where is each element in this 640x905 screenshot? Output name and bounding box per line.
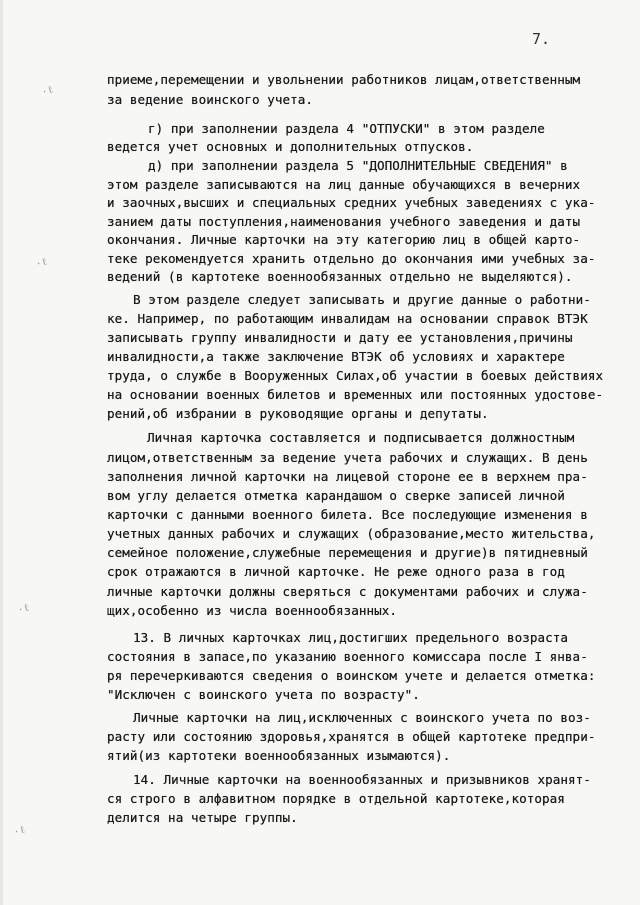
text-line: заполнения личной карточки на лицевой стороне ее в верхнем пра- xyxy=(107,469,588,484)
text-line: "Исключен с воинского учета по возрасту". xyxy=(107,687,420,702)
scan-edge xyxy=(0,0,3,905)
text-line: ся строго в алфавитном порядке в отдельной картотеке,которая xyxy=(107,791,565,806)
text-line: Личная карточка составляется и подписывается должностным xyxy=(147,430,575,445)
text-line: щих,особенно из числа военнообязанных. xyxy=(107,603,398,618)
text-line: делится на четыре группы. xyxy=(107,810,298,825)
text-line: ке. Например, по работающим инвалидам на основании справок ВТЭК xyxy=(107,311,588,326)
text-line: записывать группу инвалидности и дату ее установления,причины xyxy=(107,330,573,345)
text-line: труда, о службе в Вооруженных Силах,об участии в боевых действиях xyxy=(107,368,604,383)
margin-smudge: ·ℓ xyxy=(12,824,28,839)
text-line: на основании военных билетов и временных или постоянных удостове- xyxy=(107,387,604,402)
margin-smudge: ·ℓ xyxy=(40,84,56,99)
text-line: этом разделе записываются на лиц данные обучающихся в вечерних xyxy=(107,177,581,192)
text-line: занием даты поступления,наименования учебного заведения и даты xyxy=(107,214,581,229)
text-line: окончания. Личные карточки на эту категорию лиц в общей карто- xyxy=(107,232,581,247)
text-line: карточки с данными военного билета. Все последующие изменения в xyxy=(107,507,588,522)
text-line: ятий(из картотеки военнообязанных изымаются). xyxy=(107,748,451,763)
page-number: 7. xyxy=(532,30,551,48)
text-line: за ведение воинского учета. xyxy=(107,92,314,107)
text-line: расту или состоянию здоровья,хранятся в общей картотеке предпри- xyxy=(107,729,596,744)
text-line: инвалидности,а также заключение ВТЭК об условиях и характере xyxy=(107,349,565,364)
text-line: личные карточки должны сверяться с документами рабочих и служа- xyxy=(107,584,588,599)
text-line: теке рекомендуется хранить отдельно до окончания ими учебных за- xyxy=(107,251,596,266)
text-line: приеме,перемещении и увольнении работников лицам,ответственным xyxy=(107,72,581,87)
text-line: г) при заполнении раздела 4 "ОТПУСКИ" в этом разделе xyxy=(148,121,545,136)
text-line: В этом разделе следует записывать и другие данные о работни- xyxy=(133,292,591,307)
margin-smudge: ·ℓ xyxy=(16,602,32,617)
text-line: лицом,ответственным за ведение учета рабочих и служащих. В день xyxy=(107,450,588,465)
text-line: вом углу делается отметка карандашом о сверке записей личной xyxy=(107,488,565,503)
text-line: ведется учет основных и дополнительных отпусков. xyxy=(107,139,474,154)
text-line: срок отражаются в личной карточке. Не реже одного раза в год xyxy=(107,564,565,579)
text-line: ря перечеркиваются сведения о воинском учете и делается отметка: xyxy=(107,668,596,683)
text-line: состояния в запасе,по указанию военного комиссара после I янва- xyxy=(107,649,588,664)
text-line: 14. Личные карточки на военнообязанных и призывников хранят- xyxy=(133,772,591,787)
text-line: рений,об избрании в руководящие органы и депутаты. xyxy=(107,406,489,421)
margin-smudge: ·ℓ xyxy=(34,256,50,271)
text-line: 13. В личных карточках лиц,достигших предельного возраста xyxy=(133,630,569,645)
text-line: семейное положение,служебные перемещения и другие)в пятидневный xyxy=(107,545,588,560)
text-line: Личные карточки на лиц,исключенных с воинского учета по воз- xyxy=(133,710,591,725)
text-line: д) при заполнении раздела 5 "ДОПОЛНИТЕЛЬНЫЕ СВЕДЕНИЯ" в xyxy=(148,158,568,173)
text-line: ведений (в картотеке военнообязанных отдельно не выделяются). xyxy=(107,269,573,284)
text-line: и заочных,высших и специальных средних учебных заведениях с ука- xyxy=(107,195,596,210)
text-line: учетных данных рабочих и служащих (образование,место жительства, xyxy=(107,526,596,541)
